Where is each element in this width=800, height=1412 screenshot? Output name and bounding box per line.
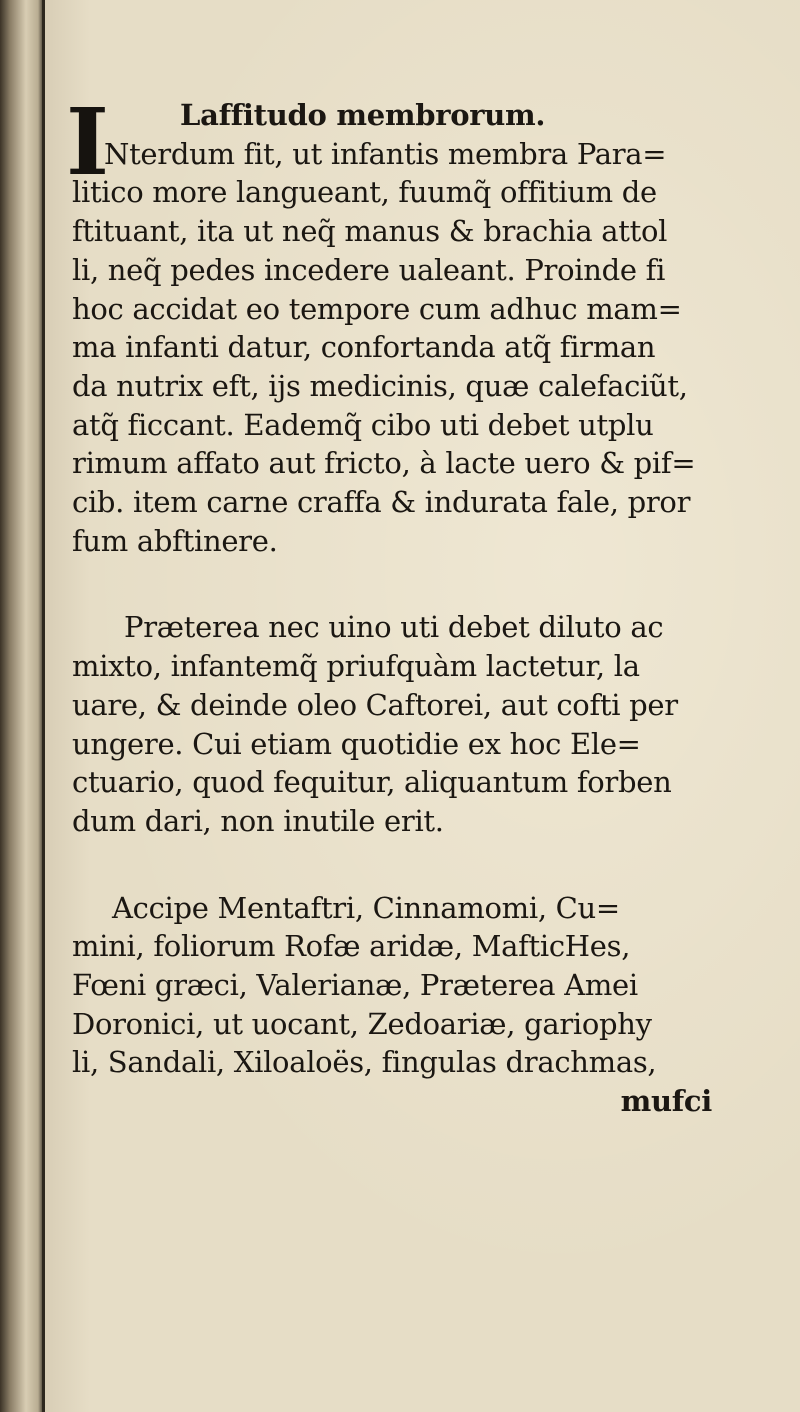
paragraph-gap <box>72 841 712 889</box>
text-line: dum dari, non inutile erit. <box>72 803 444 838</box>
paragraph-2 <box>72 608 712 840</box>
text-line: atq̃ ficcant. Eademq̃ cibo uti debet utplu <box>72 407 654 442</box>
text-line: ftituant, ita ut neq̃ manus & brachia attol <box>72 214 668 249</box>
drop-cap: I <box>66 88 109 196</box>
text-line: Præterea nec uino uti debet diluto ac <box>124 610 664 645</box>
section-heading: Laffitudo membrorum. <box>180 98 546 132</box>
paragraph-1 <box>72 135 712 561</box>
text-line: Nterdum fit, ut infantis membra Para= <box>104 136 667 171</box>
text-line: hoc accidat eo tempore cum adhuc mam= <box>72 291 682 326</box>
text-line: li, Sandali, Xiloaloës, fingulas drachmas, <box>72 1045 657 1080</box>
text-line: da nutrix eft, ijs medicinis, quæ calefaciũt, <box>72 368 688 403</box>
text-line: Fœni græci, Valerianæ, Præterea Amei <box>72 968 638 1003</box>
text-line: fum abftinere. <box>72 523 278 558</box>
text-line: Accipe Mentaftri, Cinnamomi, Cu= <box>112 890 620 925</box>
paragraph-3 <box>72 889 712 1083</box>
text-line: li, neq̃ pedes incedere ualeant. Proinde fi <box>72 252 666 287</box>
paragraph-gap <box>72 560 712 608</box>
text-line: rimum affato aut fricto, à lacte uero & pif= <box>72 446 696 481</box>
text-line: mixto, infantemq̃ priufquàm lactetur, la <box>72 649 640 684</box>
text-line: ma infanti datur, confortanda atq̃ firman <box>72 330 656 365</box>
page-text <box>66 88 712 1121</box>
text-line: ctuario, quod fequitur, aliquantum forben <box>72 765 672 800</box>
text-line: litico more langueant, fuumq̃ offitium de <box>72 175 657 210</box>
gutter-edge <box>42 0 45 1412</box>
text-line: ungere. Cui etiam quotidie ex hoc Ele= <box>72 726 641 761</box>
catchword: mufci <box>620 1084 712 1119</box>
text-line: mini, foliorum Rofæ aridæ, MafticHes, <box>72 929 631 964</box>
text-line: uare, & deinde oleo Caftorei, aut cofti per <box>72 687 678 722</box>
book-gutter <box>0 0 44 1412</box>
text-line: Doronici, ut uocant, Zedoariæ, gariophy <box>72 1006 652 1041</box>
text-line: cib. item carne craffa & indurata fale, pror <box>72 485 691 520</box>
